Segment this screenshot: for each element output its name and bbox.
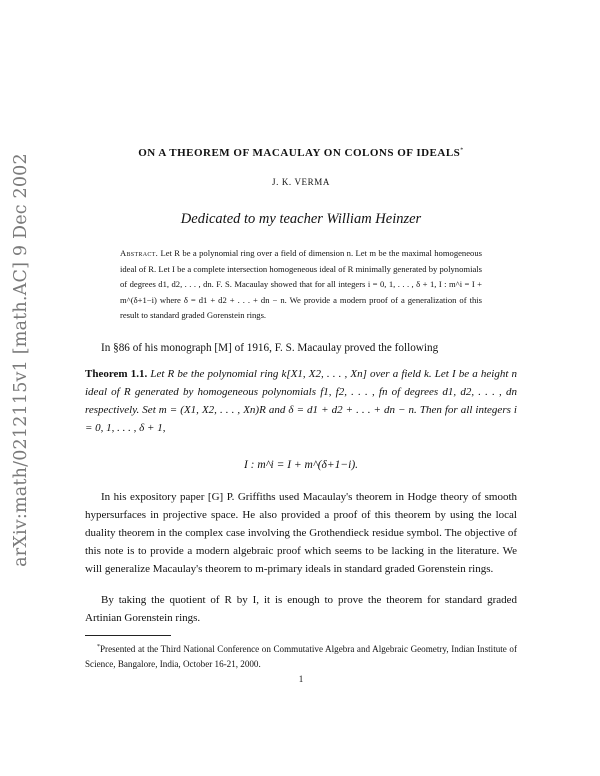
intro-paragraph: In §86 of his monograph [M] of 1916, F. S. Macaulay proved the following — [101, 342, 439, 354]
paragraph-quotient: By taking the quotient of R by I, it is enough to prove the theorem for standard graded Artinian Gorenstein rings. — [85, 594, 517, 624]
theorem-body: Let R be the polynomial ring k[X1, X2, . . . , Xn] over a field k. Let I be a height n ideal of R generated by homogeneous polynomials f1, f2, . . . , fn of degrees d1, d2, . . . , dn respectively. Set m = (X1, X2, . . . , Xn)R and δ = d1 + d2 + . . . + dn − n. Then for all integers i = 0, 1, . . . , δ + 1, — [85, 368, 518, 434]
paper-title — [85, 147, 517, 159]
footnote-text: Presented at the Third National Conference on Commutative Algebra and Algebraic Geometry, Indian Institute of Science, Bangalore, India, October 16-21, 2000. — [85, 644, 517, 670]
footnote-marker: * — [97, 644, 100, 650]
author: J. K. VERMA — [272, 177, 330, 187]
title-footnote-marker: * — [460, 147, 464, 154]
footnote — [85, 640, 517, 672]
page-number: 1 — [298, 674, 304, 684]
paragraph-griffiths: In his expository paper [G] P. Griffiths used Macaulay's theorem in Hodge theory of smooth hypersurfaces in projective space. He also provided a proof of this theorem by using the local duality theorem in the complex case involving the Grothendieck residue symbol. The objective of this note is to provide a modern algebraic proof which seems to be lacking in the literature. We will generalize Macaulay's theorem to m-primary ideals in standard graded Gorenstein rings. — [85, 491, 517, 575]
arxiv-sidebar-stamp — [6, 150, 36, 570]
display-equation: I : m^i = I + m^(δ+1−i). — [243, 459, 359, 471]
abstract-label: Abstract. — [120, 248, 159, 258]
abstract-text: Let R be a polynomial ring over a field of dimension n. Let m be the maximal homogeneous ideal of R. Let I be a complete intersection homogeneous ideal of R minimally generated by polynomials of degrees d1, d2, . . . , dn. F. S. Macaulay showed that for all integers i = 0, 1, . . . , δ + 1, I : m^i = I + m^(δ+1−i) where δ = d1 + d2 + . . . + dn − n. We provide a modern proof of a generalization of this result to standard graded Gorenstein rings. — [120, 248, 482, 320]
theorem-label: Theorem 1.1. — [85, 368, 148, 380]
abstract — [120, 246, 482, 324]
arxiv-id: arXiv:math/0212115v1 [math.AC] 9 Dec 2002 — [11, 153, 31, 567]
title-text: ON A THEOREM OF MACAULAY ON COLONS OF IDEALS — [138, 147, 461, 159]
dedication: Dedicated to my teacher William Heinzer — [180, 211, 422, 227]
theorem-1-1 — [85, 365, 517, 437]
footnote-rule — [85, 635, 171, 636]
